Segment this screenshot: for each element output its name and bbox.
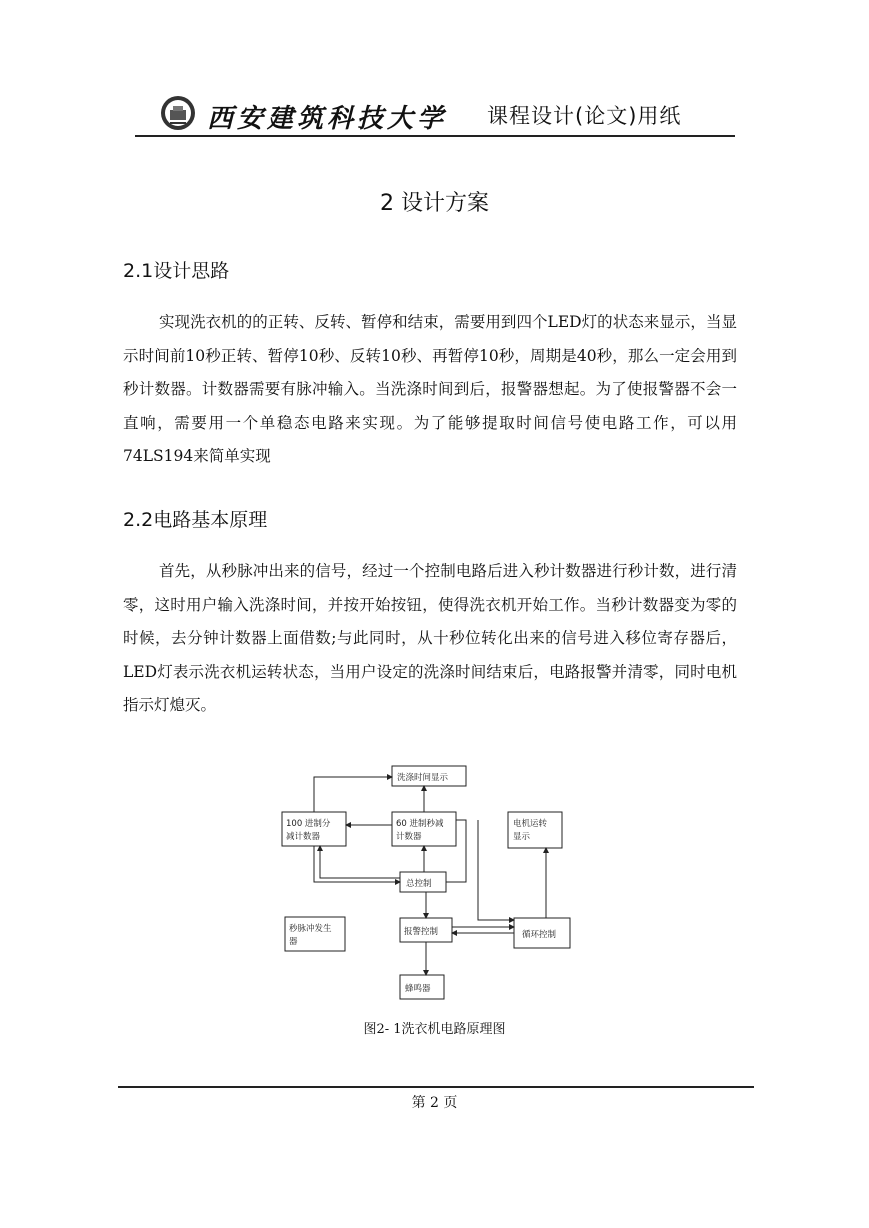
university-name: 西安建筑科技大学 xyxy=(207,104,448,134)
header-rule xyxy=(135,135,735,137)
label-second-counter-2: 计数器 xyxy=(396,832,422,842)
paper-title: 课程设计(论文)用纸 xyxy=(487,104,682,128)
label-motor-display-1: 电机运转 xyxy=(513,819,548,829)
footer-rule xyxy=(118,1086,754,1088)
label-pulse-generator-2: 器 xyxy=(289,937,298,947)
label-alarm-control: 报警控制 xyxy=(404,927,439,937)
chapter-title: 2 设计方案 xyxy=(380,191,489,216)
figure-caption: 图2- 1洗衣机电路原理图 xyxy=(363,1022,506,1037)
page-header xyxy=(135,88,735,136)
label-second-counter-1: 60 进制秒减 xyxy=(396,819,444,829)
label-motor-display-2: 显示 xyxy=(513,832,531,842)
section-title-design-idea: 2.1设计思路 xyxy=(123,260,230,282)
paragraph-design-idea: 实现洗衣机的的正转、反转、暂停和结束，需要用到四个LED灯的状态来显示，当显示时间前10秒正转、暂停10秒、反转10秒、再暂停10秒，周期是40秒，那么一定会用到秒计数器。计数器需要有脉冲输入。当洗涤时间到后，报警器想起。为了使报警器不会一直响，需要用一个单稳态电路来实现。为了能够提取时间信号使电路工作，可以用74LS194来简单实现 xyxy=(123,313,737,465)
label-buzzer: 蜂鸣器 xyxy=(405,984,431,994)
label-minute-counter-1: 100 进制分 xyxy=(286,819,331,829)
university-logo-icon xyxy=(160,95,196,131)
paragraph-circuit-principle: 首先，从秒脉冲出来的信号，经过一个控制电路后进入秒计数器进行秒计数，进行清零，这时用户输入洗涤时间，并按开始按钮，使得洗衣机开始工作。当秒计数器变为零的时候，去分钟计数器上面借数;与此同时，从十秒位转化出来的信号进入移位寄存器后，LED灯表示洗衣机运转状态，当用户设定的洗涤时间结束后，电路报警并清零，同时电机指示灯熄灭。 xyxy=(123,562,737,714)
box-motor-display xyxy=(508,812,562,848)
page-number: 第 2 页 xyxy=(411,1095,458,1111)
label-main-control: 总控制 xyxy=(406,879,432,889)
section-title-circuit-principle: 2.2电路基本原理 xyxy=(123,509,268,531)
label-cycle-control: 循环控制 xyxy=(522,930,557,940)
circuit-block-diagram xyxy=(270,760,590,1010)
label-wash-time-display: 洗涤时间显示 xyxy=(397,773,449,783)
label-minute-counter-2: 减计数器 xyxy=(286,832,321,842)
label-pulse-generator-1: 秒脉冲发生 xyxy=(289,924,332,934)
